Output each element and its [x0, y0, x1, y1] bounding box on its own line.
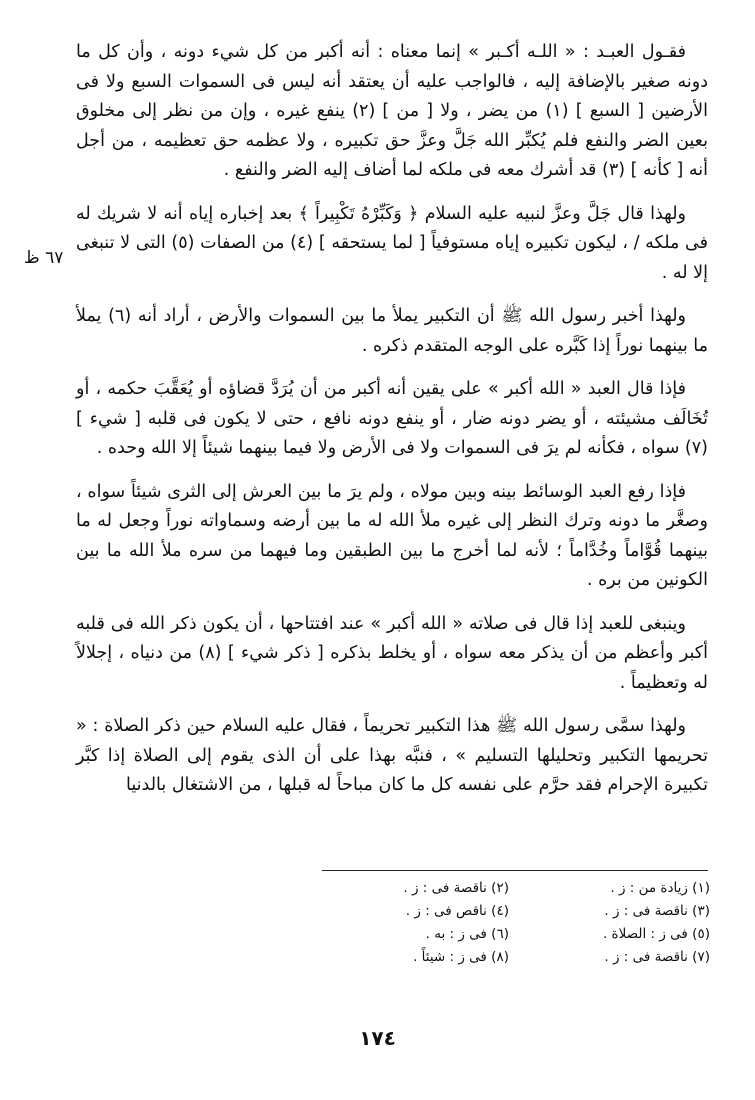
- footnote-3: (٣) ناقصة فى : ز .: [604, 903, 710, 919]
- paragraph-2: ولهذا قال جَلَّ وعزَّ لنبيه عليه السلام ﴿ وَكَبِّرْهُ تَكْبِيراً ﴾ بعد إخباره إياه أنه لا شريك له فى ملكه / ، ليكون تكبيره إياه مستوفياً [ لما يستحقه ] (٤) من الصفات (٥) التى لا تنبغى إلا له .: [76, 203, 708, 283]
- paragraph-4: فإذا قال العبد « الله أكبر » على يقين أنه أكبر من أن يُرَدَّ قضاؤه أو يُعَقَّبَ حكمه ، أو تُخَالَف مشيئته ، أو يضر دونه ضار ، أو ينفع دونه نافع ، حتى لا يكون فى قلبه [ شيء ] (٧) سواه ، فكأنه لم يرَ فى السموات ولا فى الأرض ولا فيما بينهما شيئاً إلا الله وحده .: [76, 379, 708, 458]
- footnote-divider: [322, 870, 708, 871]
- main-text: [76, 38, 708, 815]
- footnote-2: (٢) ناقصة فى : ز .: [403, 880, 509, 896]
- footnote-8: (٨) فى ز : شيئاً .: [413, 949, 509, 965]
- manuscript-folio-marker: ٦٧ ظ: [24, 248, 64, 268]
- paragraph-7: ولهذا سمَّى رسول الله ﷺ هذا التكبير تحريماً ، فقال عليه السلام حين ذكر الصلاة : « تحريمها التكبير وتحليلها التسليم » ، فنبَّه بهذا على أن الذى يقوم إلى الصلاة إذا كبَّر تكبيرة الإحرام فقد حرَّم على نفسه كل ما كان مباحاً له قبلها ، من الاشتغال بالدنيا: [76, 716, 708, 795]
- footnote-5: (٥) فى ز : الصلاة .: [602, 926, 710, 942]
- footnote-7: (٧) ناقصة فى : ز .: [604, 949, 710, 965]
- paragraph-6: وينبغى للعبد إذا قال فى صلاته « الله أكبر » عند افتتاحها ، أن يكون ذكر الله فى قلبه أكبر وأعظم من أن يذكر معه سواه ، أو يخلط بذكره [ ذكر شيء ] (٨) من دنياه ، إجلالاً له وتعظيماً .: [76, 613, 708, 693]
- paragraph-1: فقـول العبـد : « اللـه أكـبر » إنما معناه : أنه أكبر من كل شيء دونه ، وأن كل ما دونه صغير بالإضافة إليه ، فالواجب عليه أن يعتقد أنه ليس فى السموات السبع ولا فى الأرضين [ السبع ] (١) من يضر ، ولا [ من ] (٢) ينفع غيره ، وإن من نظر إلى مخلوق بعين الضر والنفع فلم يُكبِّر الله جَلَّ وعزَّ حق تكبيره ، ولا عظمه حق تعظيمه ، من أجل أنه [ كأنه ] (٣) قد أشرك معه فى ملكه لما أضاف إليه الضر والنفع .: [76, 42, 709, 180]
- paragraph-5: فإذا رفع العبد الوسائط بينه وبين مولاه ، ولم يرَ ما بين العرش إلى الثرى شيئاً سواه ، وصغَّر ما دونه وترك النظر إلى غيره ملأ الله له ما بين أرضه وسماواته نوراً وجعل له ما بينهما قُوَّاماً وخُدَّاماً ؛ لأنه لما أخرج ما بين الطبقين وما فيهما من سره ملأ الله ما بين الكونين من بره .: [76, 481, 708, 590]
- page-number: ١٧٤: [359, 1026, 396, 1050]
- paragraph-3: ولهذا أخبر رسول الله ﷺ أن التكبير يملأ ما بين السموات والأرض ، أراد أنه (٦) يملأ ما بينهما نوراً إذا كَبَّره على الوجه المتقدم ذكره .: [76, 306, 708, 356]
- footnote-6: (٦) فى ز : به .: [425, 926, 509, 942]
- footnotes: [318, 880, 710, 965]
- footnote-1: (١) زيادة من : ز .: [610, 880, 710, 896]
- footnote-4: (٤) ناقص فى : ز .: [405, 903, 509, 919]
